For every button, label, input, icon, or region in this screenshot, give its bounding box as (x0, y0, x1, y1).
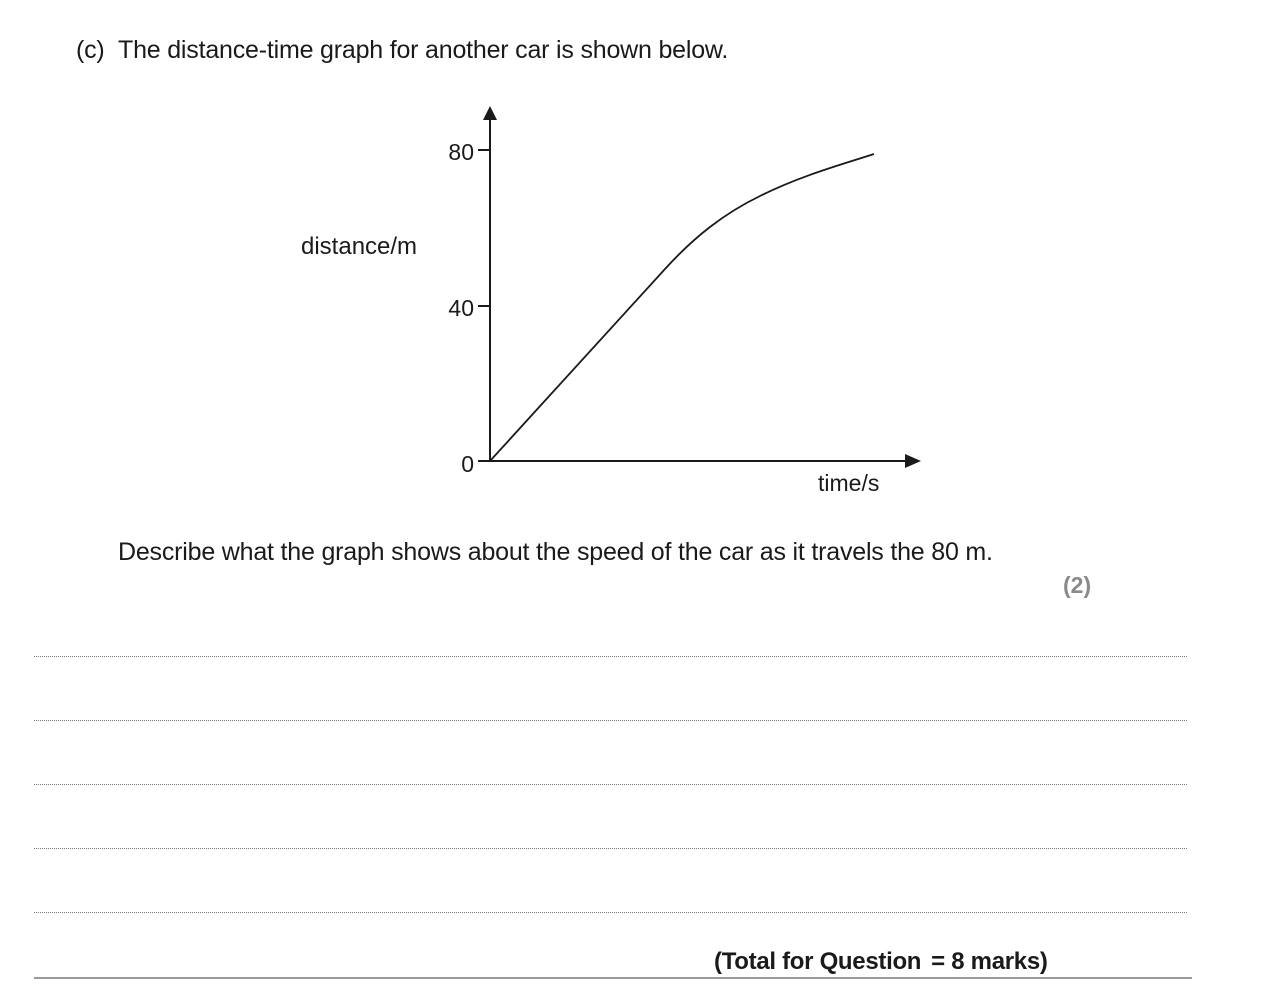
answer-line-2[interactable] (34, 720, 1187, 721)
marks-label: (2) (1063, 572, 1092, 598)
x-axis-label: time/s (818, 470, 880, 496)
x-axis-arrow-icon (905, 454, 921, 468)
y-tick-label-0: 0 (461, 451, 474, 477)
y-axis-arrow-icon (483, 106, 497, 120)
answer-line-3[interactable] (34, 784, 1187, 785)
total-value: = 8 marks) (931, 948, 1048, 975)
answer-line-5[interactable] (34, 912, 1187, 913)
total-label: (Total for Question (714, 948, 922, 975)
y-tick-label-40: 40 (448, 295, 474, 321)
y-tick-label-80: 80 (448, 139, 474, 165)
answer-line-4[interactable] (34, 848, 1187, 849)
question-prompt: Describe what the graph shows about the speed of the car as it travels the 80 m. (118, 538, 993, 566)
intro-text: The distance-time graph for another car is shown below. (118, 36, 729, 64)
total-marks (714, 948, 1048, 976)
bottom-rule (34, 977, 1192, 979)
distance-curve (490, 154, 874, 461)
answer-line-1[interactable] (34, 656, 1187, 657)
y-axis-label: distance/m (301, 233, 418, 260)
part-label: (c) (76, 36, 105, 64)
